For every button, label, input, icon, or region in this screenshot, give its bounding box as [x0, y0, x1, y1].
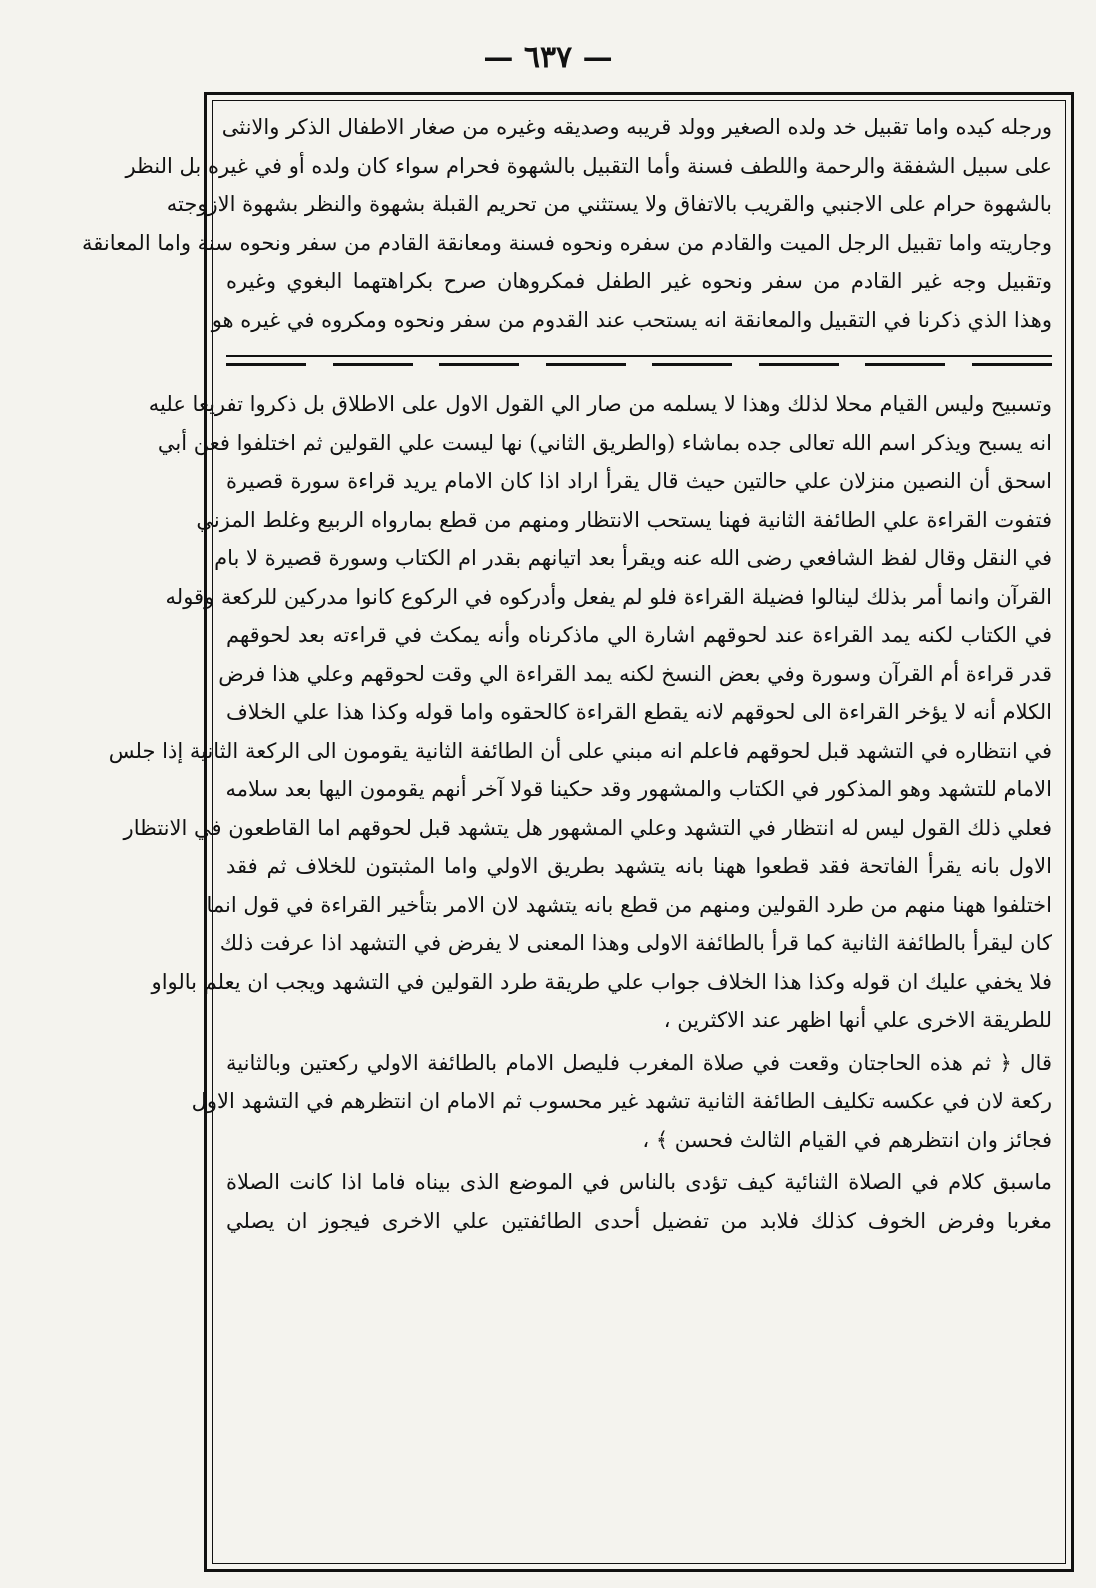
text-line: اسحق أن النصين منزلان علي حالتين حيث قال يقرأ اراد اذا كان الامام يريد قراءة سورة قصيرة	[226, 469, 1052, 493]
text-line: الاول بانه يقرأ الفاتحة فقد قطعوا ههنا بانه يتشهد بطريق الاولي واما المثبتون للخلاف ثم فقد	[226, 854, 1052, 878]
text-line: فجائز وان انتظرهم في القيام الثالث فحسن ﴾ ،	[642, 1127, 1052, 1152]
text-line: قال ﴿ ثم هذه الحاجتان وقعت في صلاة المغرب فليصل الامام بالطائفة الاولي ركعتين وبالثانية	[226, 1050, 1052, 1075]
page-number: — ٦٣٧ —	[483, 40, 613, 75]
text-line: فتفوت القراءة علي الطائفة الثانية فهنا يستحب الانتظار ومنهم من قطع بمارواه الربيع وغلط المزني	[196, 507, 1052, 532]
text-line: الكلام أنه لا يؤخر القراءة الى لحوقهم لانه يقطع القراءة كالحقوه واما قوله وكذا هذا علي الخلاف	[226, 700, 1052, 724]
text-line: اختلفوا ههنا منهم من طرد القولين ومنهم من قطع بانه يتشهد لان الامر بتأخير القراءة في قول انما	[206, 892, 1052, 917]
text-line: ماسبق كلام في الصلاة الثنائية كيف تؤدى بالناس في الموضع الذى بيناه فاما اذا كانت الصلاة	[226, 1170, 1052, 1194]
footnote-line: ورجله كيده واما تقبيل خد ولده الصغير وولد قريبه وصديقه وغيره من صغار الاطفال الذكر والانثى	[221, 115, 1052, 139]
text-line: فعلي ذلك القول ليس له انتظار في التشهد وعلي المشهور هل يتشهد قبل لحوقهم اما القاطعون في الانتظار	[123, 815, 1052, 840]
text-line: ركعة لان في عكسه تكليف الطائفة الثانية تشهد غير محسوب ثم الامام ان انتظرهم في التشهد الاول	[191, 1089, 1052, 1113]
text-line: في الكتاب لكنه يمد القراءة عند لحوقهم اشارة الي ماذكرناه وأنه يمكث في قراءته بعد لحوقهم	[226, 623, 1052, 647]
text-line: في النقل وقال لفظ الشافعي رضى الله عنه ويقرأ بعد اتيانهم بقدر ام الكتاب وسورة قصيرة لا بام	[214, 546, 1052, 570]
footnote-line: على سبيل الشفقة والرحمة واللطف فسنة وأما التقبيل بالشهوة فحرام سواء كان ولده أو في غيره بل النظر	[125, 153, 1052, 178]
text-line: انه يسبح ويذكر اسم الله تعالى جده بماشاء (والطريق الثاني) نها ليست علي القولين ثم اختلفوا فعن أبي	[157, 430, 1052, 455]
text-line: وتسبيح وليس القيام محلا لذلك وهذا لا يسلمه من صار الي القول الاول على الاطلاق بل ذكروا تفريعا عليه	[148, 392, 1052, 416]
footnote-line: وتقبيل وجه غير القادم من سفر ونحوه غير الطفل فمكروهان صرح بكراهتهما البغوي وغيره	[226, 269, 1052, 293]
footnote-line: وجاريته واما تقبيل الرجل الميت والقادم من سفره ونحوه فسنة ومعانقة القادم من سفر ونحوه سنة واما المعانقة	[82, 230, 1052, 255]
footnote-line: وهذا الذي ذكرنا في التقبيل والمعانقة انه يستحب عند القدوم من سفر ونحوه ومكروه في غيره هو	[211, 307, 1052, 332]
commentary-paragraph	[226, 1163, 1052, 1240]
text-line: القرآن وانما أمر بذلك لينالوا فضيلة القراءة فلو لم يفعل وأدركوه في الركوع كانوا مدركين للركعة وقوله	[165, 584, 1052, 609]
text-line: الامام للتشهد وهو المذكور في الكتاب والمشهور وقد حكينا قولا آخر أنهم يقومون اليها بعد سلامه	[225, 777, 1052, 801]
footnote-block	[82, 108, 1052, 339]
text-line: كان ليقرأ بالطائفة الثانية كما قرأ بالطائفة الاولى وهذا المعنى لا يفرض في التشهد اذا عرفت ذلك	[219, 931, 1052, 955]
text-line: في انتظاره في التشهد قبل لحوقهم فاعلم انه مبني على أن الطائفة الثانية يقومون الى الركعة الثانية إذا جلس	[108, 738, 1052, 763]
footnote-line: بالشهوة حرام على الاجنبي والقريب بالاتفاق ولا يستثني من تحريم القبلة بشهوة والنظر بشهوة الازوجته	[166, 192, 1052, 216]
text-line: للطريقة الاخرى علي أنها اظهر عند الاكثرين ،	[663, 1008, 1052, 1032]
page-content	[82, 108, 1052, 1240]
main-text-block	[108, 385, 1052, 1040]
text-line: قدر قراءة أم القرآن وسورة وفي بعض النسخ لكنه يمد القراءة الي وقت لحوقهم وعلي هذا فرض	[218, 661, 1052, 686]
text-line: مغربا وفرض الخوف كذلك فلابد من تفضيل أحدى الطائفتين علي الاخرى فيجوز ان يصلي	[226, 1208, 1052, 1233]
section-divider	[226, 345, 1052, 385]
matn-paragraph	[191, 1044, 1052, 1160]
text-line: فلا يخفي عليك ان قوله وكذا هذا الخلاف جواب علي طريقة طرد القولين في التشهد ويجب ان يعلم بالواو	[151, 969, 1052, 994]
